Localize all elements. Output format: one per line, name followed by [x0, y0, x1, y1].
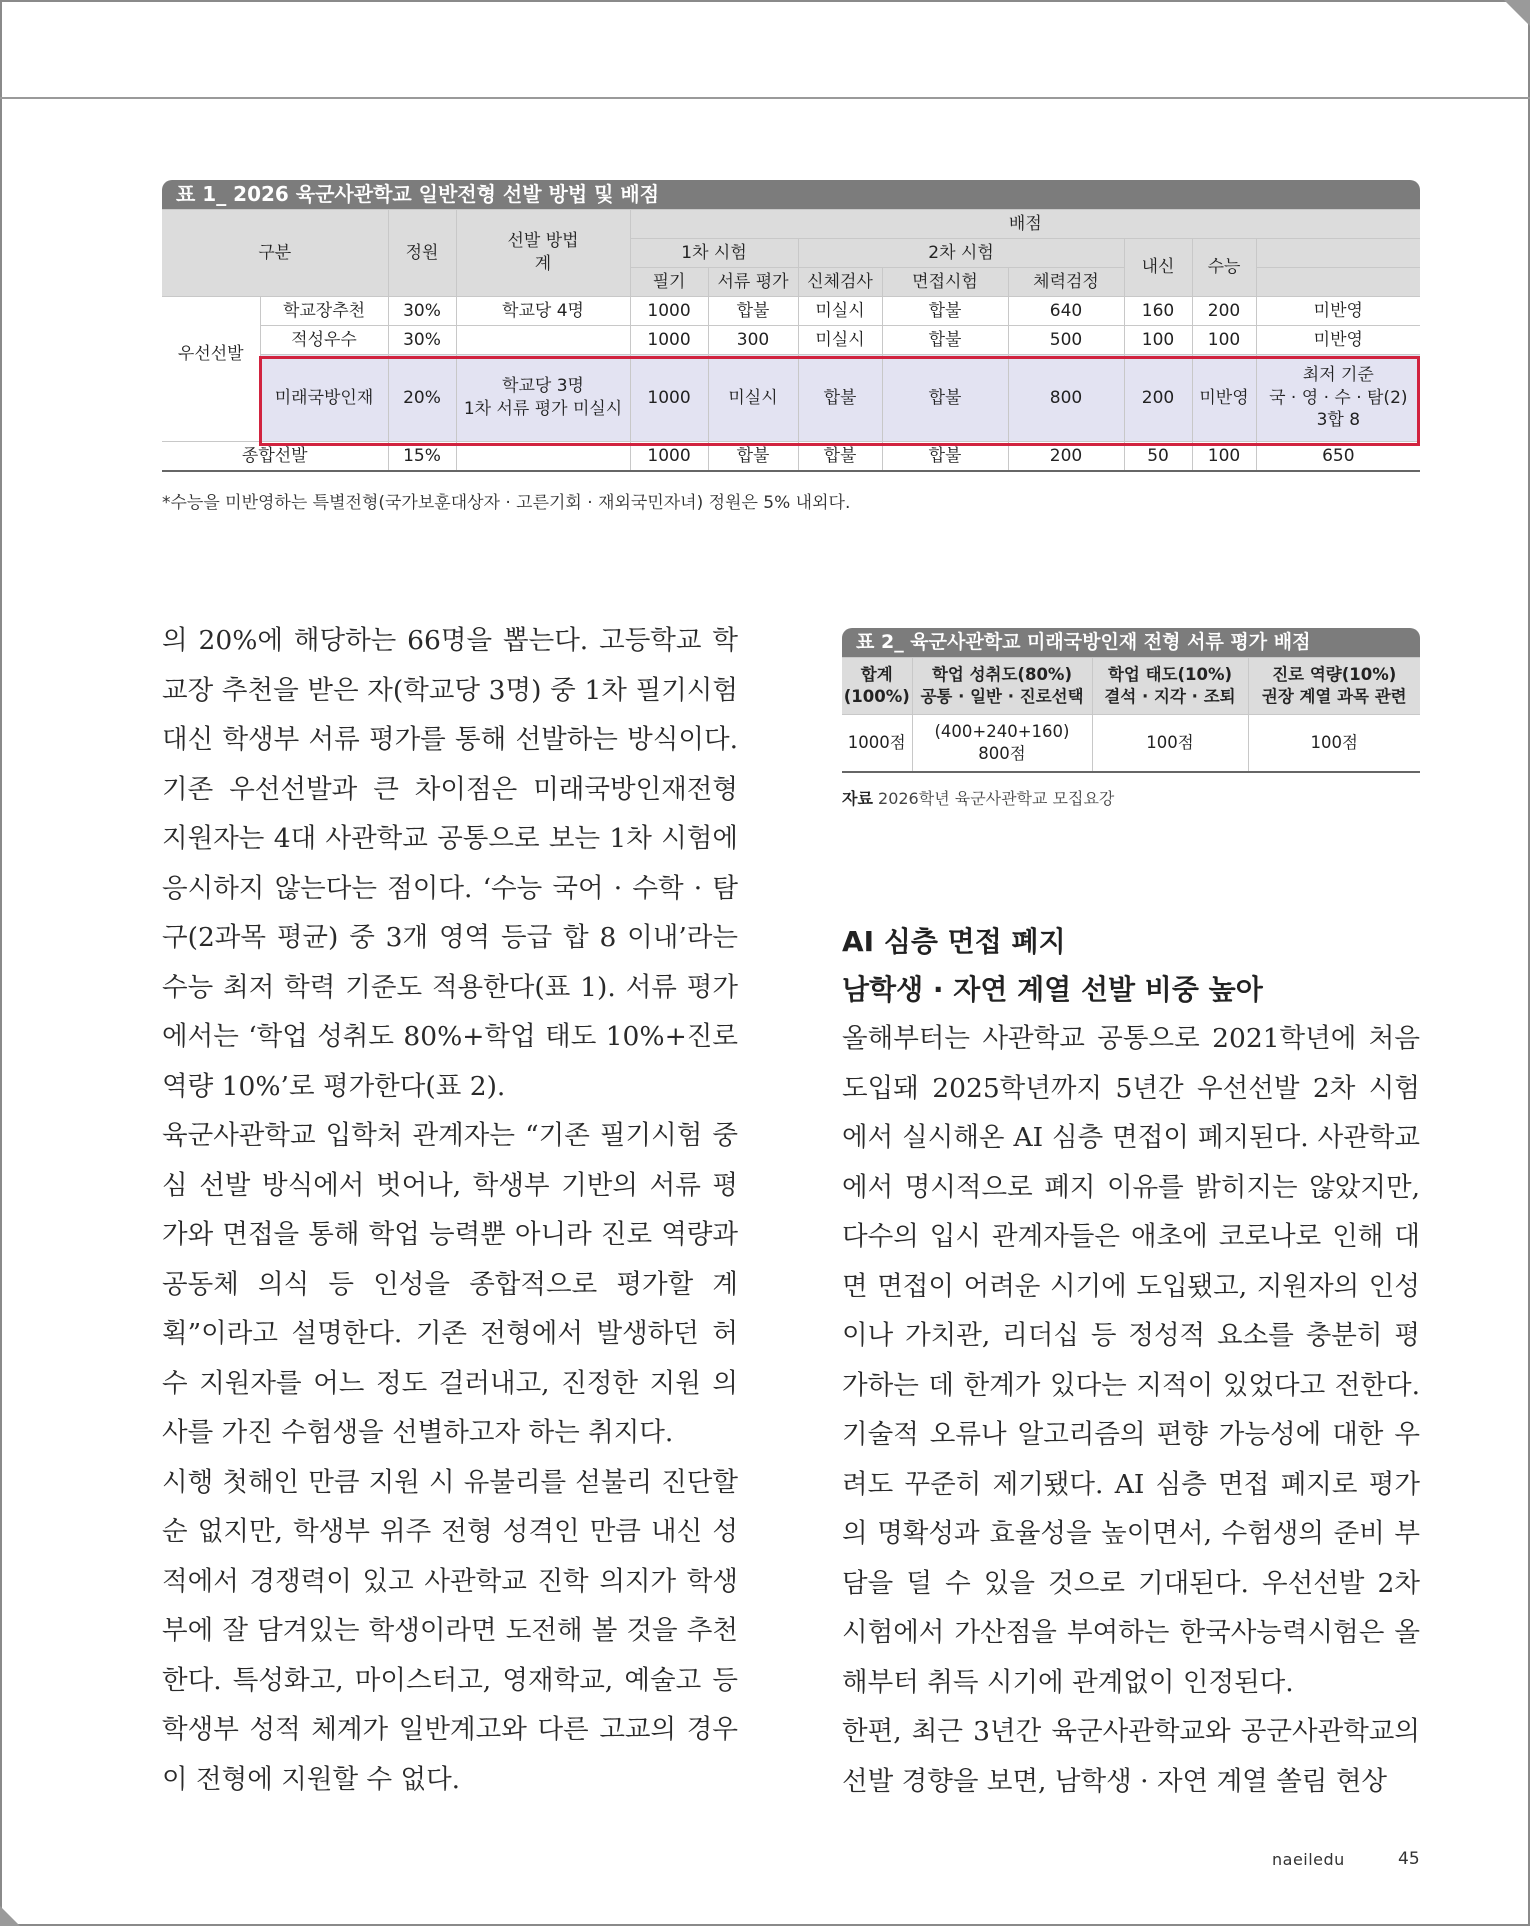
top-rule [0, 97, 1530, 99]
row-pilgi: 1000 [630, 326, 708, 355]
header-first-exam: 1차 시험 [630, 239, 798, 268]
header-gubun: 구분 [162, 210, 388, 297]
t2-header [1248, 658, 1420, 715]
row-extra-line3: 3합 8 [1316, 410, 1361, 431]
header-second-exam: 2차 시험 [798, 239, 1124, 268]
header-naesin: 내신 [1124, 239, 1192, 297]
row-cheryeok: 800 [1008, 355, 1124, 442]
source-text: 2026학년 육군사관학교 모집요강 [878, 789, 1115, 808]
table2-grid [842, 657, 1420, 773]
t2-header-line1: 합계 [860, 664, 893, 684]
row-sinche: 합불 [798, 355, 882, 442]
table2 [842, 628, 1420, 773]
row-quota: 20% [388, 355, 456, 442]
left-column [162, 616, 738, 1804]
row-sinche: 미실시 [798, 297, 882, 326]
row-suneung: 100 [1192, 326, 1256, 355]
row-seoryu: 합불 [708, 297, 798, 326]
header-seoryu: 서류 평가 [708, 268, 798, 297]
header-empty-2 [1256, 268, 1420, 297]
row-naesin: 160 [1124, 297, 1192, 326]
t2-header-line1: 학업 태도(10%) [1107, 664, 1233, 684]
header-suneung: 수능 [1192, 239, 1256, 297]
row-name: 학교장추천 [260, 297, 388, 326]
row-myeonjeop: 합불 [882, 297, 1008, 326]
header-method-line1: 선발 방법 [507, 231, 579, 252]
t2-header-line2: 공통 · 일반 · 진로선택 [920, 687, 1084, 706]
table-row [162, 326, 1420, 355]
row-naesin: 200 [1124, 355, 1192, 442]
row-cheryeok: 200 [1008, 442, 1124, 472]
row-name: 적성우수 [260, 326, 388, 355]
table1-grid [162, 209, 1420, 472]
header-myeonjeop: 면접시험 [882, 268, 1008, 297]
paragraph: 한편, 최근 3년간 육군사관학교와 공군사관학교의 선발 경향을 보면, 남학생 · 자연 계열 쏠림 현상 [842, 1716, 1420, 1797]
row-myeonjeop: 합불 [882, 355, 1008, 442]
row-name: 미래국방인재 [260, 355, 388, 442]
t2-value: 100점 [1092, 715, 1248, 773]
table-row [842, 715, 1420, 773]
paragraph: 시행 첫해인 만큼 지원 시 유불리를 섣불리 진단할 순 없지만, 학생부 위주 전형 성격인 만큼 내신 성적에서 경쟁력이 있고 사관학교 진학 의지가 학생부에 잘 담겨있는 학생이라면 도전해 볼 것을 추천한다. 특성화고, 마이스터고, 영재학교, 예술고 등 학생부 성적 체계가 일반계고와 다른 고교의 경우 이 전형에 지원할 수 없다. [162, 1466, 738, 1795]
header-sinche: 신체검사 [798, 268, 882, 297]
header-jeongwon: 정원 [388, 210, 456, 297]
row-pilgi: 1000 [630, 297, 708, 326]
row-extra [1256, 355, 1420, 442]
t2-header [912, 658, 1092, 715]
row-extra-line2: 국 · 영 · 수 · 탐(2) [1269, 387, 1408, 408]
source-label: 자료 [842, 789, 873, 808]
group-label: 우선선발 [162, 297, 260, 442]
row-pilgi: 1000 [630, 442, 708, 472]
section-heading-line1: AI 심층 면접 폐지 [842, 925, 1066, 958]
t2-header-line2: 결석 · 지각 · 조퇴 [1104, 687, 1236, 706]
t2-header-line2: (100%) [843, 687, 910, 706]
table1 [162, 180, 1420, 472]
footer-brand: naeiledu [1272, 1850, 1345, 1869]
row-method-line2: 1차 서류 평가 미실시 [463, 399, 623, 419]
row-sinche: 미실시 [798, 326, 882, 355]
section-heading-line2: 남학생 · 자연 계열 선발 비중 높아 [842, 973, 1263, 1006]
row-seoryu: 미실시 [708, 355, 798, 442]
row-extra: 미반영 [1256, 326, 1420, 355]
row-sinche: 합불 [798, 442, 882, 472]
right-column [842, 1014, 1420, 1806]
row-method: 학교당 4명 [456, 297, 630, 326]
row-method [456, 326, 630, 355]
row-extra-line1: 최저 기준 [1302, 364, 1374, 385]
table-row-highlighted [162, 355, 1420, 442]
t2-value: 100점 [1248, 715, 1420, 773]
row-suneung: 200 [1192, 297, 1256, 326]
page-corner [1504, 0, 1530, 26]
t2-header-line1: 진로 역량(10%) [1272, 664, 1397, 684]
t2-value-line2: 800점 [978, 744, 1026, 763]
row-extra: 650 [1256, 442, 1420, 472]
table1-title: 표 1_ 2026 육군사관학교 일반전형 선발 방법 및 배점 [162, 180, 1420, 209]
row-method [456, 355, 630, 442]
table-row [162, 297, 1420, 326]
table2-source [842, 786, 1114, 809]
row-suneung: 100 [1192, 442, 1256, 472]
t2-header [1092, 658, 1248, 715]
t2-header-line1: 학업 성취도(80%) [931, 664, 1072, 684]
table2-title: 표 2_ 육군사관학교 미래국방인재 전형 서류 평가 배점 [842, 628, 1420, 657]
t2-header [842, 658, 912, 715]
page-corner-bottom-left [0, 1906, 20, 1926]
row-myeonjeop: 합불 [882, 442, 1008, 472]
header-cheryeok: 체력검정 [1008, 268, 1124, 297]
header-method [456, 210, 630, 297]
header-baejeom: 배점 [630, 210, 1420, 239]
row-method-line1: 학교당 3명 [502, 376, 584, 397]
t2-value-line1: (400+240+160) [934, 721, 1070, 741]
header-pilgi: 필기 [630, 268, 708, 297]
page-number: 45 [1398, 1849, 1420, 1869]
row-method [456, 442, 630, 472]
row-quota: 30% [388, 326, 456, 355]
t2-header-line2: 권장 계열 과목 관련 [1261, 687, 1407, 706]
paragraph: 의 20%에 해당하는 66명을 뽑는다. 고등학교 학교장 추천을 받은 자(학교당 3명) 중 1차 필기시험 대신 학생부 서류 평가를 통해 선발하는 방식이다. 기존 우선선발과 큰 차이점은 미래국방인재전형 지원자는 4대 사관학교 공통으로 보는 1차 시험에 응시하지 않는다는 점이다. ‘수능 국어 · 수학 · 탐구(2과목 평균) 중 3개 영역 등급 합 8 이내’라는 수능 최저 학력 기준도 적용한다(표 1). 서류 평가에서는 ‘학업 성취도 80%+학업 태도 10%+진로 역량 10%’로 평가한다(표 2). [162, 625, 738, 1102]
t2-value: 1000점 [842, 715, 912, 773]
row-quota: 30% [388, 297, 456, 326]
row-naesin: 50 [1124, 442, 1192, 472]
row-name: 종합선발 [162, 442, 388, 472]
row-seoryu: 합불 [708, 442, 798, 472]
row-suneung: 미반영 [1192, 355, 1256, 442]
row-seoryu: 300 [708, 326, 798, 355]
paragraph: 육군사관학교 입학처 관계자는 “기존 필기시험 중심 선발 방식에서 벗어나, 학생부 기반의 서류 평가와 면접을 통해 학업 능력뿐 아니라 진로 역량과 공동체 의식 등 인성을 종합적으로 평가할 계획”이라고 설명한다. 기존 전형에서 발생하던 허수 지원자를 어느 정도 걸러내고, 진정한 지원 의사를 가진 수험생을 선별하고자 하는 취지다. [162, 1120, 738, 1448]
paragraph: 올해부터는 사관학교 공통으로 2021학년에 처음 도입돼 2025학년까지 5년간 우선선발 2차 시험에서 실시해온 AI 심층 면접이 폐지된다. 사관학교에서 명시적으로 폐지 이유를 밝히지는 않았지만, 다수의 입시 관계자들은 애초에 코로나로 인해 대면 면접이 어려운 시기에 도입됐고, 지원자의 인성이나 가치관, 리더십 등 정성적 요소를 충분히 평가하는 데 한계가 있다는 지적이 있었다고 전한다. 기술적 오류나 알고리즘의 편향 가능성에 대한 우려도 꾸준히 제기됐다. AI 심층 면접 폐지로 평가의 명확성과 효율성을 높이면서, 수험생의 준비 부담을 덜 수 있을 것으로 기대된다. 우선선발 2차 시험에서 가산점을 부여하는 한국사능력시험은 올해부터 취득 시기에 관계없이 인정된다. [842, 1023, 1420, 1698]
table1-note: *수능을 미반영하는 특별전형(국가보훈대상자 · 고른기회 · 재외국민자녀) 정원은 5% 내외다. [162, 493, 851, 513]
header-method-line2: 계 [534, 254, 552, 274]
row-myeonjeop: 합불 [882, 326, 1008, 355]
t2-value [912, 715, 1092, 773]
row-extra: 미반영 [1256, 297, 1420, 326]
table-row [162, 442, 1420, 472]
row-cheryeok: 640 [1008, 297, 1124, 326]
header-empty-1 [1256, 239, 1420, 268]
row-naesin: 100 [1124, 326, 1192, 355]
row-cheryeok: 500 [1008, 326, 1124, 355]
row-pilgi: 1000 [630, 355, 708, 442]
row-quota: 15% [388, 442, 456, 472]
